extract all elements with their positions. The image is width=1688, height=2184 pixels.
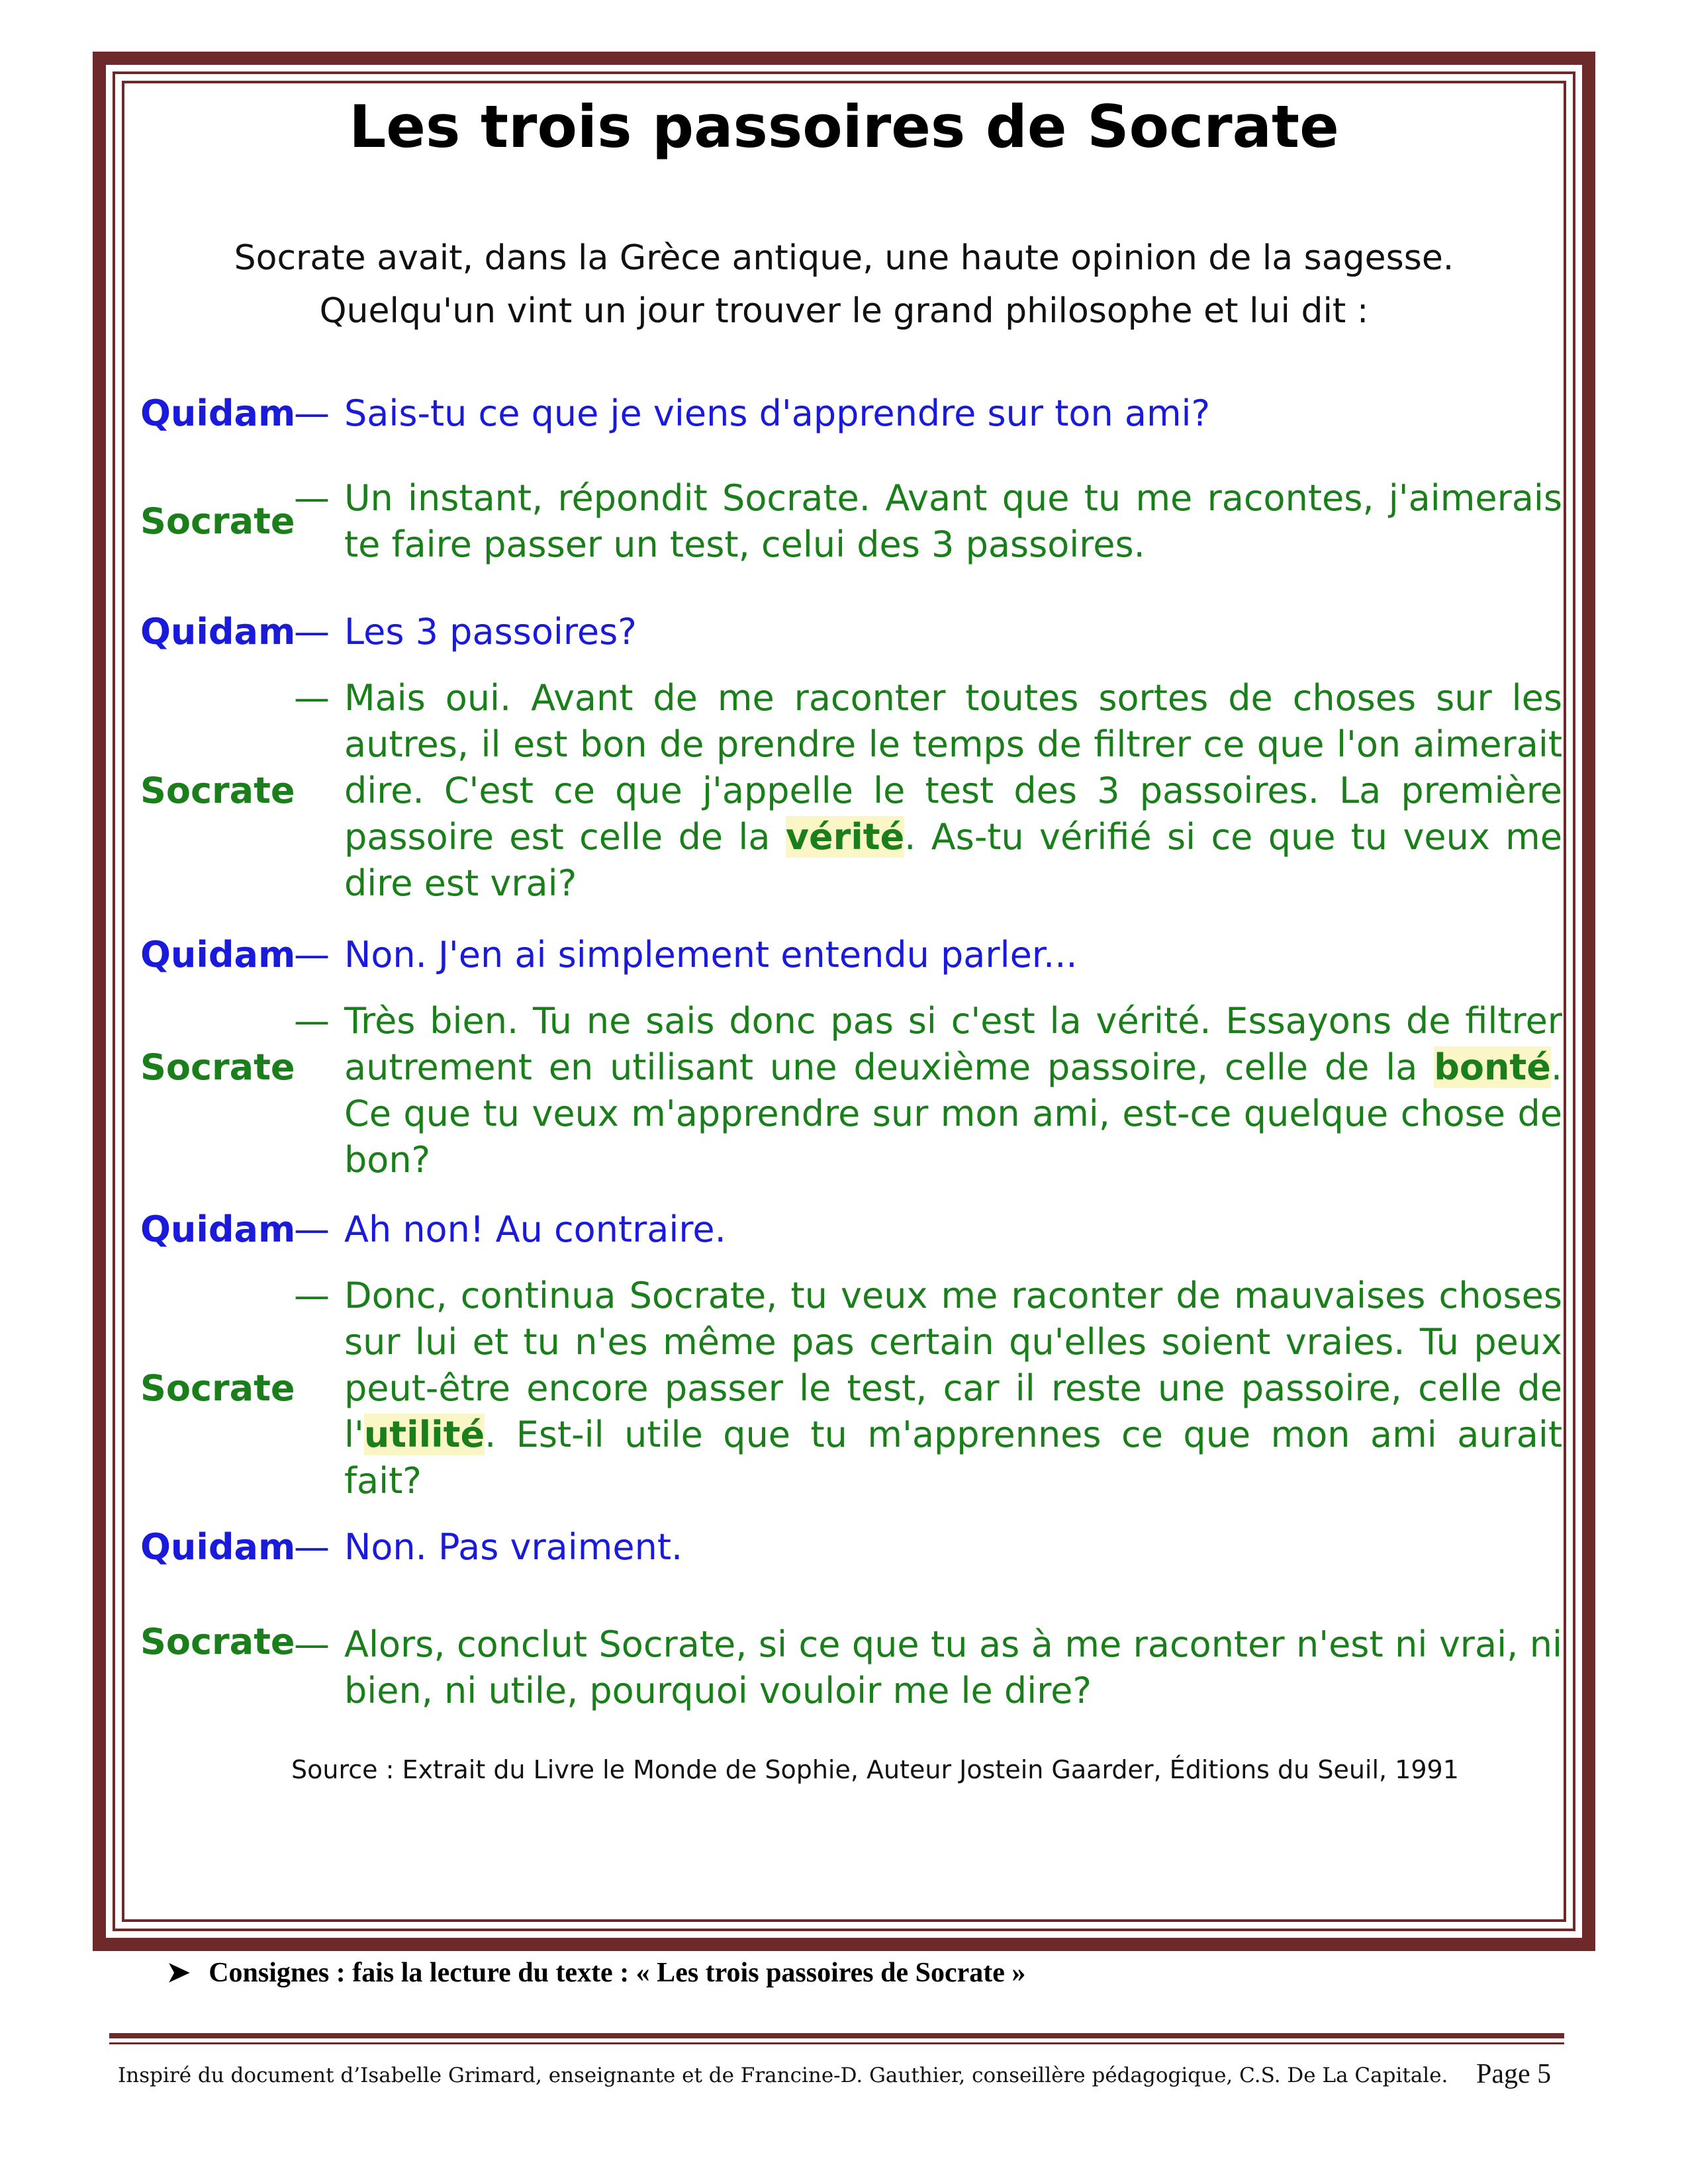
- highlight-verite: vérité: [785, 816, 905, 858]
- dash: —: [294, 1000, 330, 1042]
- dialogue-text: [344, 998, 1562, 1183]
- speaker-label: Quidam: [140, 1526, 296, 1568]
- highlight-bonte: bonté: [1434, 1046, 1551, 1088]
- speaker-label: Socrate: [140, 1367, 295, 1409]
- dash: —: [294, 677, 330, 719]
- page-number: Page 5: [1476, 2059, 1552, 2089]
- dash: —: [294, 1208, 330, 1250]
- instructions-text: Consignes : fais la lecture du texte : « Les trois passoires de Socrate »: [209, 1958, 1026, 1988]
- dash: —: [294, 1623, 330, 1665]
- speaker-label: Quidam: [140, 392, 296, 434]
- footer-divider: [109, 2033, 1564, 2038]
- arrow-bullet-icon: ➤: [167, 1958, 191, 1988]
- speaker-label: Socrate: [140, 1046, 295, 1088]
- dialogue-text: Sais-tu ce que je viens d'apprendre sur ton ami?: [344, 392, 1211, 434]
- dialogue-text: [344, 1273, 1562, 1504]
- dash: —: [294, 611, 330, 653]
- text-part: . Est-il utile que tu m'apprennes ce que mon ami aurait fait?: [344, 1414, 1562, 1502]
- dialogue-text: [344, 675, 1562, 907]
- dialogue-text: Ah non! Au contraire.: [344, 1208, 726, 1250]
- dash: —: [294, 934, 330, 976]
- text-part: Donc, continua Socrate, tu veux me raconter de mauvaises choses sur lui et tu n'es même pas certain qu'elles soient vraies. Tu peux peut-être encore passer le test, car il reste une passoire, celle de l': [344, 1275, 1562, 1455]
- highlight-utilite: utilité: [363, 1414, 485, 1455]
- speaker-label: Quidam: [140, 934, 296, 976]
- dialogue-text: Un instant, répondit Socrate. Avant que tu me racontes, j'aimerais te faire passer un test, celui des 3 passoires.: [344, 477, 1562, 565]
- source-citation: Source : Extrait du Livre le Monde de Sophie, Auteur Jostein Gaarder, Éditions du Seuil, 1991: [291, 1755, 1459, 1784]
- speaker-label: Socrate: [140, 770, 295, 811]
- text-part: . Ce que tu veux m'apprendre sur mon ami, est-ce quelque chose de bon?: [344, 1046, 1562, 1181]
- speaker-label: Quidam: [140, 611, 296, 653]
- page-title: Les trois passoires de Socrate: [349, 93, 1339, 161]
- speaker-label: Socrate: [140, 500, 295, 542]
- dialogue-text: Les 3 passoires?: [344, 611, 637, 653]
- intro: [0, 232, 1688, 338]
- instructions: [167, 1956, 1025, 1989]
- footer-divider-thin: [109, 2042, 1564, 2044]
- text-part: Mais oui. Avant de me raconter toutes sortes de choses sur les autres, il est bon de prendre le temps de filtrer ce que l'on aimerait dire. C'est ce que j'appelle le test des 3 passoires. La première passoire est celle de la: [344, 677, 1562, 858]
- dialogue-text: Non. Pas vraiment.: [344, 1526, 683, 1568]
- dash: —: [294, 1275, 330, 1316]
- speaker-label: Quidam: [140, 1208, 296, 1250]
- intro-line-2: Quelqu'un vint un jour trouver le grand philosophe et lui dit :: [319, 291, 1369, 331]
- speaker-label: Socrate: [140, 1621, 295, 1662]
- dialogue-text: Non. J'en ai simplement entendu parler...: [344, 934, 1078, 976]
- text-part: . As-tu vérifié si ce que tu veux me dire est vrai?: [344, 816, 1562, 904]
- text-part: Très bien. Tu ne sais donc pas si c'est la vérité. Essayons de filtrer autrement en utilisant une deuxième passoire, celle de la: [344, 1000, 1562, 1088]
- dialogue-text: Alors, conclut Socrate, si ce que tu as à me raconter n'est ni vrai, ni bien, ni utile, pourquoi vouloir me le dire?: [344, 1623, 1562, 1711]
- footer-credits: Inspiré du document d’Isabelle Grimard, enseignante et de Francine-D. Gauthier, conseillère pédagogique, C.S. De La Capitale.: [118, 2064, 1448, 2087]
- dash: —: [294, 392, 330, 434]
- dash: —: [294, 1526, 330, 1568]
- dash: —: [294, 477, 330, 519]
- intro-line-1: Socrate avait, dans la Grèce antique, une haute opinion de la sagesse.: [234, 238, 1454, 278]
